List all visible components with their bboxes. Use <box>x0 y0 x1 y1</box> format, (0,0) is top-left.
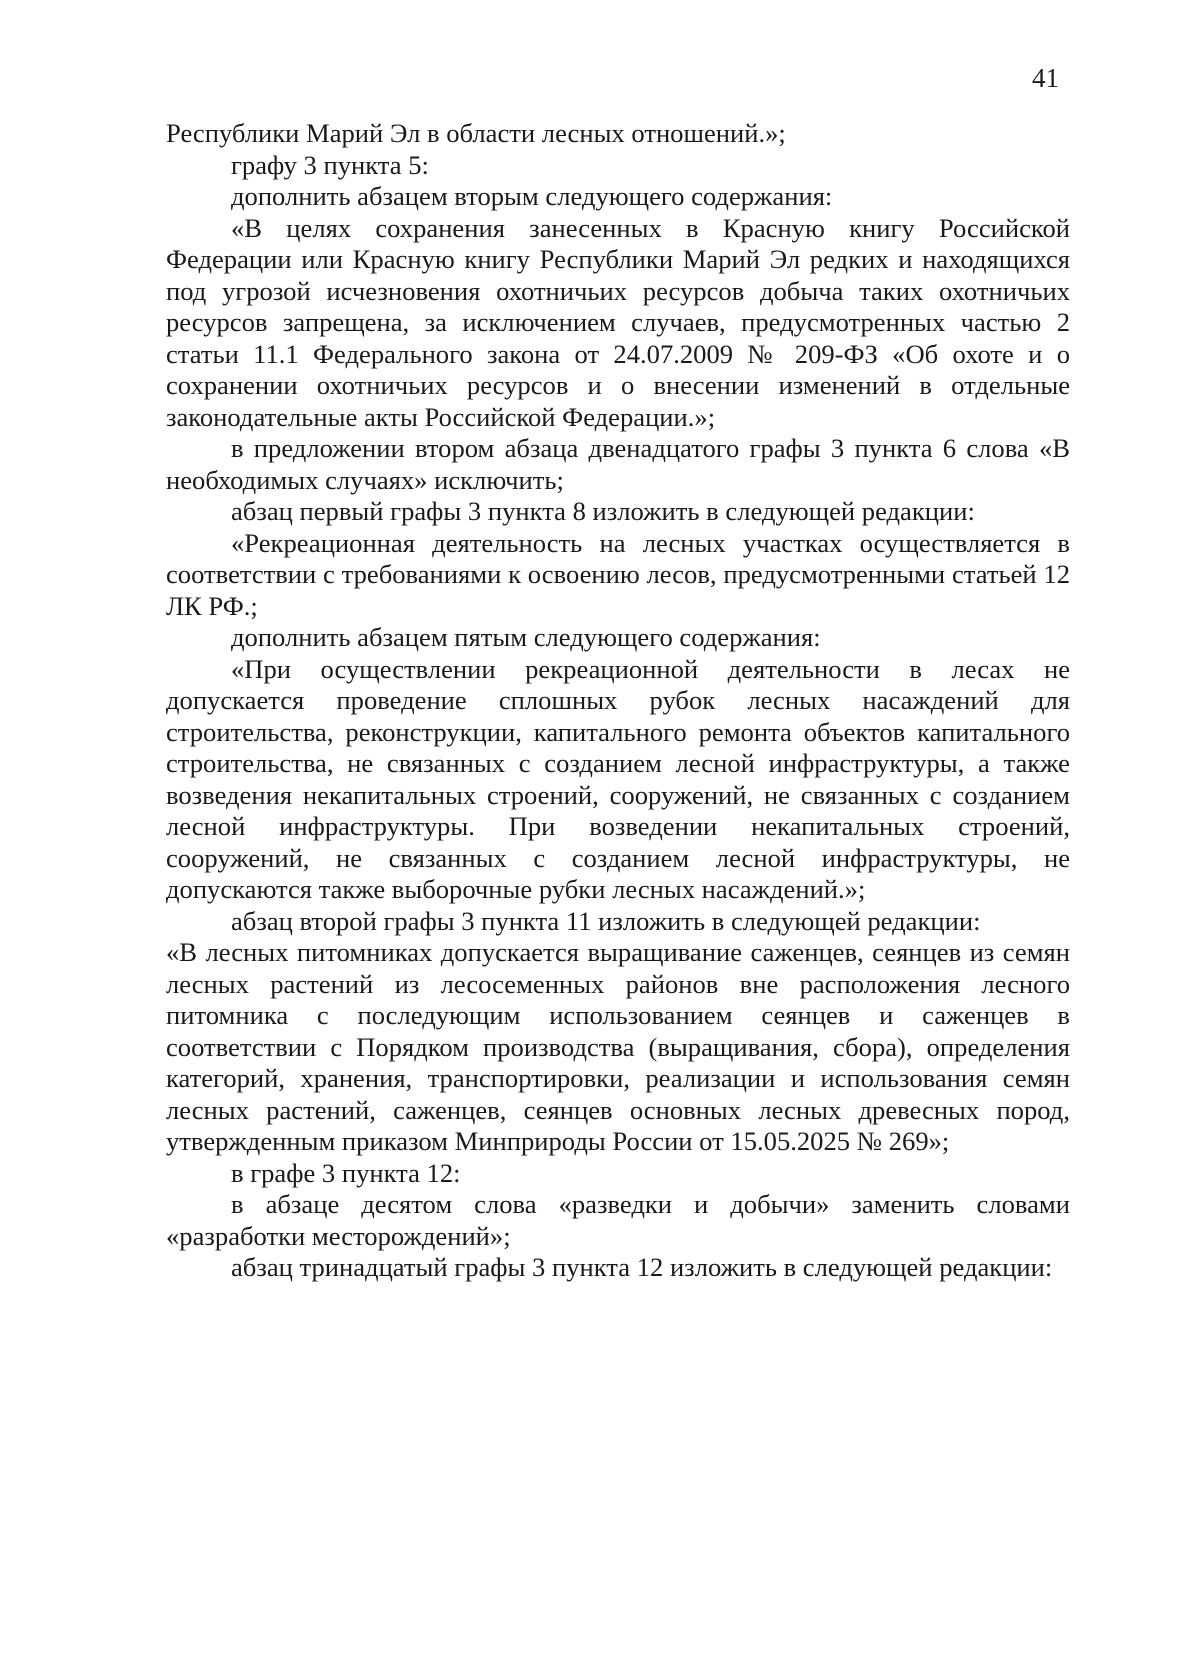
page-number: 41 <box>1032 63 1059 93</box>
paragraph: абзац второй графы 3 пункта 11 изложить в следующей редакции: <box>231 905 981 936</box>
paragraph: абзац тринадцатый графы 3 пункта 12 изложить в следующей редакции: <box>231 1252 1053 1282</box>
paragraph: «В лесных питомниках допускается выращивание саженцев, сеянцев из семян лесных растений из лесосеменных районов вне расположения лесного питомника с последующим использованием сеянцев и саженцев в соответствии с Порядком производства (выращивания, сбора), определения категорий, хранения, транспортировки, реализации и использования семян лесных растений, саженцев, сеянцев основных лесных древесных пород, утвержденным приказом Минприроды России от 15.05.2025 № 269»; <box>166 937 1070 1156</box>
paragraph: «В целях сохранения занесенных в Красную книгу Российской Федерации или Красную книгу Республики Марий Эл редких и находящихся под угрозой исчезновения охотничьих ресурсов добыча таких охотничьих ресурсов запрещена, за исключением случаев, предусмотренных частью 2 статьи 11.1 Федерального закона от 24.07.2009 № 209-ФЗ «Об охоте и о сохранении охотничьих ресурсов и о внесении изменений в отдельные законодательные акты Российской Федерации.»; <box>166 212 1070 432</box>
document-body <box>166 118 1070 1284</box>
paragraph: абзац первый графы 3 пункта 8 изложить в следующей редакции: <box>231 496 975 526</box>
paragraph: «Рекреационная деятельность на лесных участках осуществляется в соответствии с требованиями к освоению лесов, предусмотренными статьей 12 ЛК РФ.; <box>166 527 1070 621</box>
paragraph: дополнить абзацем пятым следующего содержания: <box>231 622 821 652</box>
paragraph: в абзаце десятом слова «разведки и добычи» заменить словами «разработки месторождений»; <box>166 1189 1070 1251</box>
paragraph: «При осуществлении рекреационной деятельности в лесах не допускается проведение сплошных рубок лесных насаждений для строительства, реконструкции, капитального ремонта объектов капитального строительства, не связанных с созданием лесной инфраструктуры, а также возведения некапитальных строений, сооружений, не связанных с созданием лесной инфраструктуры. При возведении некапитальных строений, сооружений, не связанных с созданием лесной инфраструктуры, не допускаются также выборочные рубки лесных насаждений.»; <box>166 653 1070 904</box>
paragraph: Республики Марий Эл в области лесных отношений.»; <box>166 118 786 148</box>
paragraph: в графе 3 пункта 12: <box>231 1157 461 1188</box>
paragraph: графу 3 пункта 5: <box>231 149 429 180</box>
paragraph: в предложении втором абзаца двенадцатого графы 3 пункта 6 слова «В необходимых случаях» исключить; <box>166 433 1070 495</box>
paragraph: дополнить абзацем вторым следующего содержания: <box>231 181 833 211</box>
